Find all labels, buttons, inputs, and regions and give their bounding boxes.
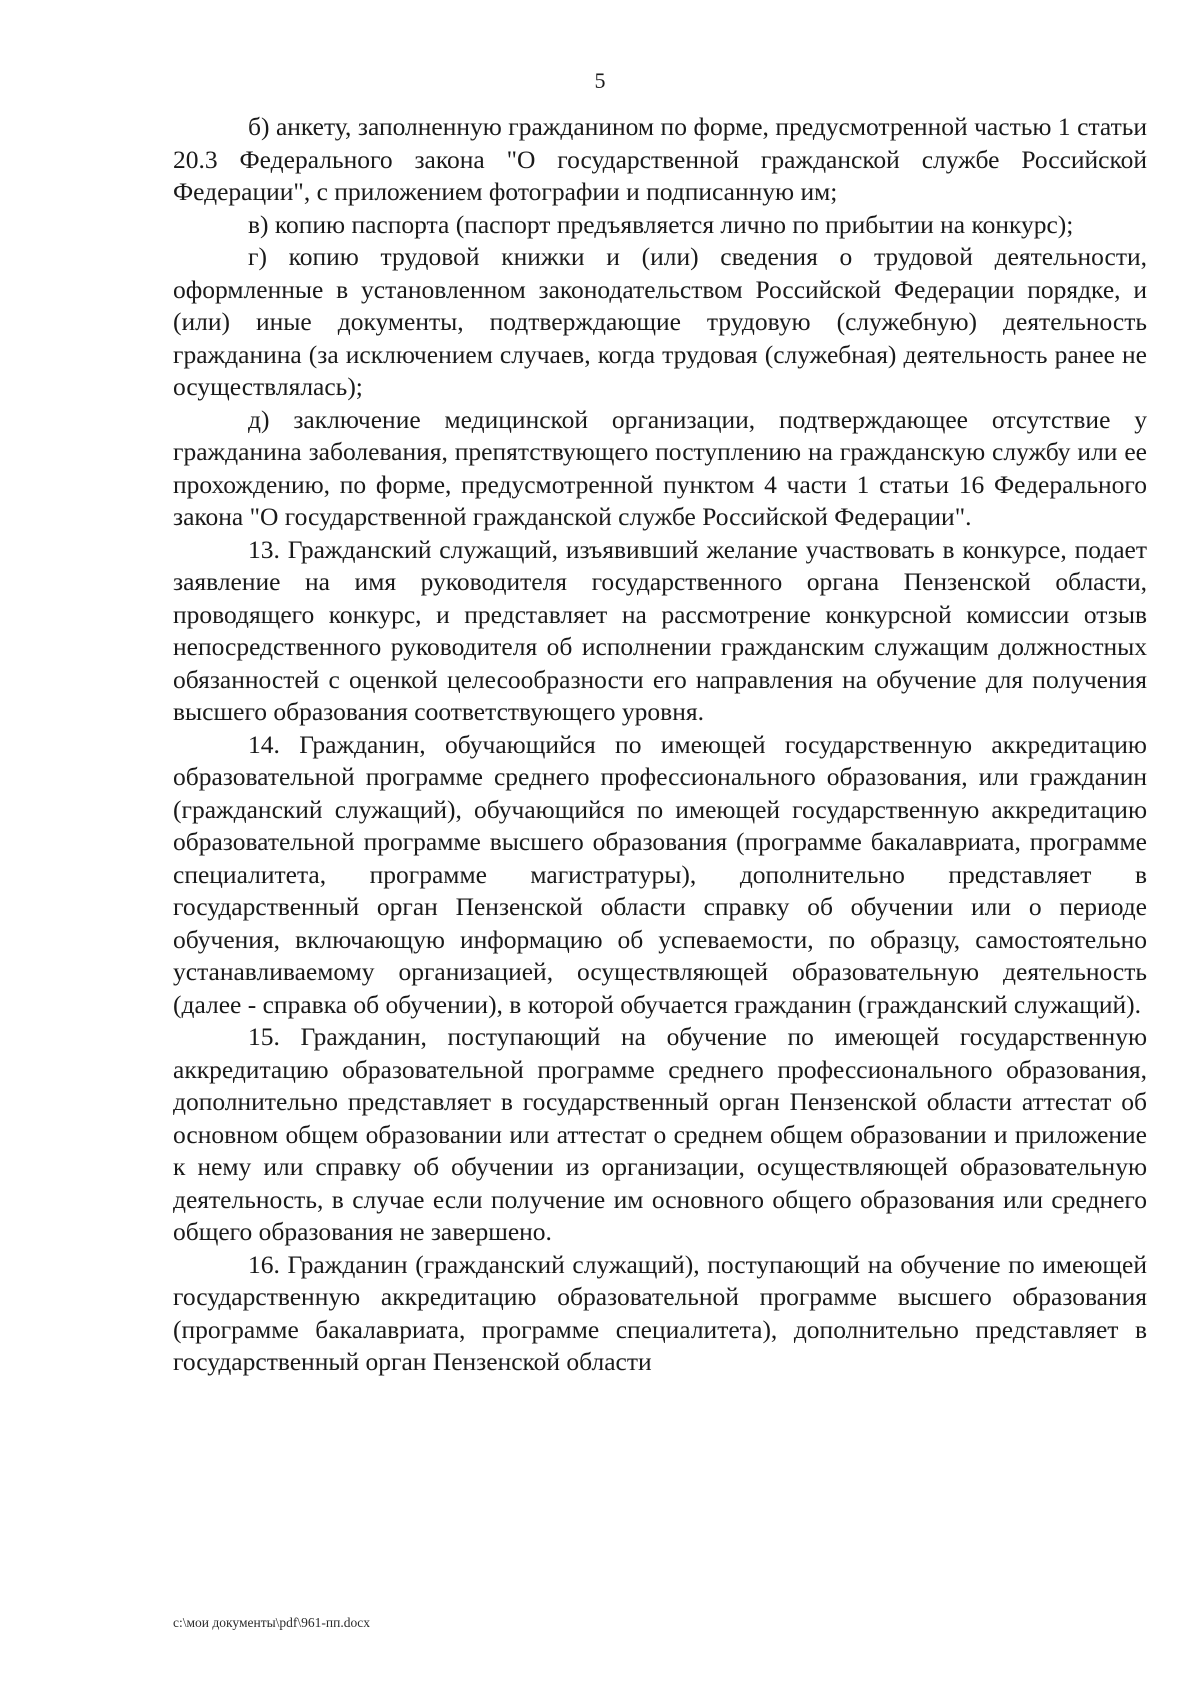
- paragraph-b-questionnaire: б) анкету, заполненную гражданином по форме, предусмотренной частью 1 статьи 20.3 Федерального закона "О государственной гражданской службе Российской Федерации", с приложением фотографии и подписанную им;: [173, 112, 1147, 206]
- paragraph-15: 15. Гражданин, поступающий на обучение по имеющей государственную аккредитацию образовательной программе среднего профессионального образования, дополнительно представляет в государственный орган Пензенской области аттестат об основном общем образовании или аттестат о среднем общем образовании и приложение к нему или справку об обучении из организации, осуществляющей образовательную деятельность, в случае если получение им основного общего образования или среднего общего образования не завершено.: [173, 1022, 1147, 1246]
- page-number: 5: [594, 68, 606, 93]
- paragraph-16: 16. Гражданин (гражданский служащий), поступающий на обучение по имеющей государственную аккредитацию образовательной программе высшего образования (программе бакалавриата, программе специалитета), дополнительно представляет в государственный орган Пензенской области: [173, 1249, 1147, 1376]
- paragraph-14: 14. Гражданин, обучающийся по имеющей государственную аккредитацию образовательной программе среднего профессионального образования, или гражданин (гражданский служащий), обучающийся по имеющей государственную аккредитацию образовательной программе высшего образования (программе бакалавриата, программе специалитета, программе магистратуры), дополнительно представляет в государственный орган Пензенской области справку об обучении или о периоде обучения, включающую информацию об успеваемости, по образцу, самостоятельно устанавливаемому организацией, осуществляющей образовательную деятельность (далее - справка об обучении), в которой обучается гражданин (гражданский служащий).: [173, 729, 1147, 1019]
- document-body: [173, 111, 1147, 1379]
- paragraph-g-work-record: г) копию трудовой книжки и (или) сведения о трудовой деятельности, оформленные в установленном законодательством Российской Федерации порядке, и (или) иные документы, подтверждающие трудовую (служебную) деятельность гражданина (за исключением случаев, когда трудовая (служебная) деятельность ранее не осуществлялась);: [173, 242, 1147, 401]
- footer-file-path: c:\мои документы\pdf\961-пп.docx: [173, 1615, 370, 1630]
- paragraph-13: 13. Гражданский служащий, изъявивший желание участвовать в конкурсе, подает заявление на имя руководителя государственного органа Пензенской области, проводящего конкурс, и представляет на рассмотрение конкурсной комиссии отзыв непосредственного руководителя об исполнении гражданским служащим должностных обязанностей с оценкой целесообразности его направления на обучение для получения высшего образования соответствующего уровня.: [173, 534, 1147, 726]
- paragraph-v-passport: в) копию паспорта (паспорт предъявляется лично по прибытии на конкурс);: [248, 209, 1074, 239]
- paragraph-d-medical: д) заключение медицинской организации, подтверждающее отсутствие у гражданина заболевания, препятствующего поступлению на гражданскую службу или ее прохождению, по форме, предусмотренной пунктом 4 части 1 статьи 16 Федерального закона "О государственной гражданской службе Российской Федерации".: [173, 404, 1147, 531]
